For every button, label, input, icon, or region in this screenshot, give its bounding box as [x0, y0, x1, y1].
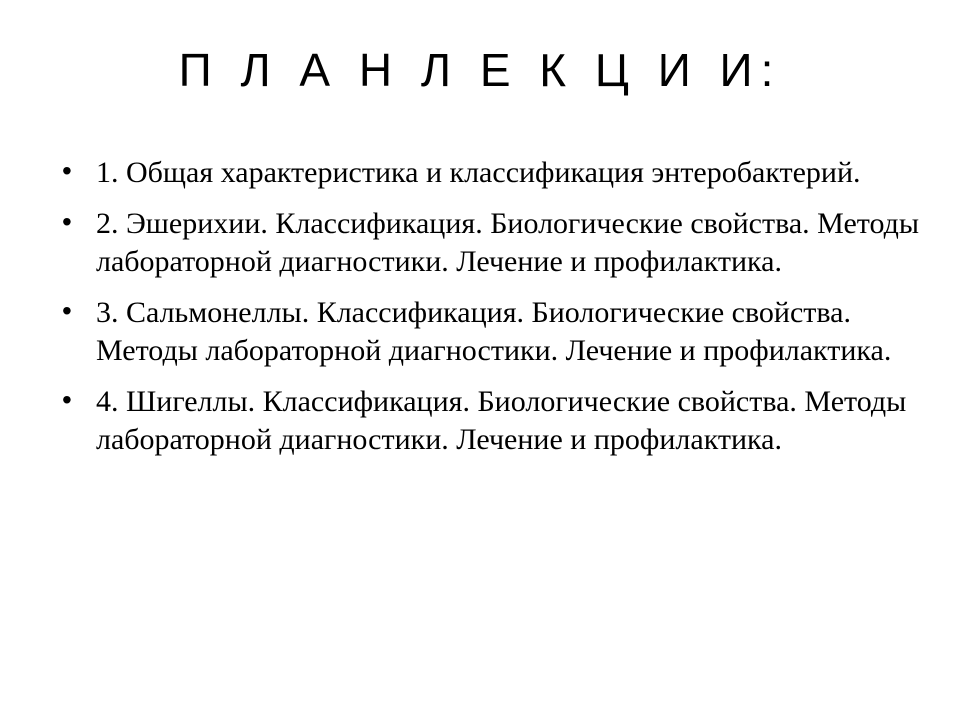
- bullet-icon: •: [62, 384, 72, 415]
- list-item-text: 2. Эшерихии. Классификация. Биологические свойства. Методы лабораторной диагностики. Лечение и профилактика.: [96, 207, 920, 278]
- slide-title: П Л А Н Л Е К Ц И И:: [178, 44, 782, 96]
- list-item-text: 1. Общая характеристика и классификация энтеробактерий.: [96, 156, 861, 189]
- list-item-text: 3. Сальмонеллы. Классификация. Биологические свойства. Методы лабораторной диагностики. Лечение и профилактика.: [96, 296, 892, 367]
- list-item: [60, 154, 920, 192]
- bullet-icon: •: [62, 295, 72, 326]
- bullet-icon: •: [62, 155, 72, 186]
- list-item: [60, 294, 920, 370]
- bullet-icon: •: [62, 206, 72, 237]
- list-item: [60, 383, 920, 459]
- list-item: [60, 205, 920, 281]
- list-item-text: 4. Шигеллы. Классификация. Биологические свойства. Методы лабораторной диагностики. Лечение и профилактика.: [96, 385, 907, 456]
- lecture-plan-list: [60, 154, 920, 472]
